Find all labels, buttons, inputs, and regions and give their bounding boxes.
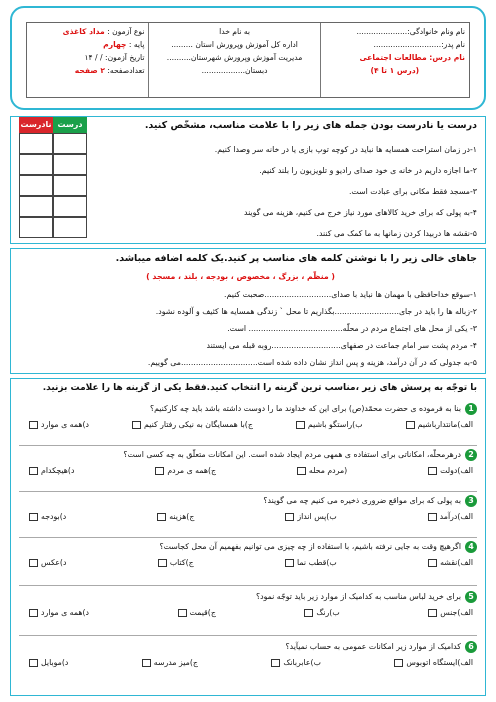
option-label: (مردم محله: [308, 466, 348, 475]
exam-date-value: / / ۱۴: [84, 53, 103, 62]
checkbox[interactable]: [29, 513, 38, 521]
answer-cell[interactable]: [53, 154, 87, 175]
school-name: دبستان..................: [201, 66, 268, 75]
exam-date-label: تاریخ آزمون:: [105, 53, 145, 62]
question-1: [19, 403, 477, 429]
header-table: [26, 22, 470, 98]
divider: [19, 537, 477, 538]
tf-item-4: ۴-به پولی که برای خرید کالاهای مورد نیاز خرج می کنیم، هزینه می گویند: [243, 208, 477, 217]
grade-label: پایه :: [128, 40, 145, 49]
grade-value: چهارم: [103, 40, 127, 49]
checkbox[interactable]: [29, 467, 38, 475]
father-name-field[interactable]: نام پدر:............................: [373, 40, 465, 49]
option-label: ب)عابربانک: [283, 658, 321, 667]
option-label: د)عکس: [41, 558, 67, 567]
answer-cell[interactable]: [53, 196, 87, 217]
option-b[interactable]: [285, 512, 336, 521]
checkbox[interactable]: [406, 421, 415, 429]
answer-cell[interactable]: [53, 217, 87, 238]
student-name-field[interactable]: نام ونام خانوادگی:.....................: [356, 27, 465, 36]
divider: [19, 445, 477, 446]
answer-cell[interactable]: [19, 196, 53, 217]
option-b[interactable]: [304, 608, 339, 617]
checkbox[interactable]: [29, 659, 38, 667]
option-a[interactable]: [406, 420, 473, 429]
checkbox[interactable]: [29, 559, 38, 567]
checkbox[interactable]: [428, 513, 437, 521]
option-c[interactable]: [157, 512, 194, 521]
question-text: کدامیک از موارد زیر امکانات عمومی به حساب نمیآید؟: [285, 642, 461, 651]
blank-item-5: ۵-به جدولی که در آن درآمد، هزینه و پس انداز نشان داده شده است...............................می گوییم.: [147, 358, 477, 367]
option-label: ب)رنگ: [316, 608, 340, 617]
option-c[interactable]: [158, 558, 194, 567]
checkbox[interactable]: [428, 609, 437, 617]
option-b[interactable]: [296, 420, 363, 429]
option-d[interactable]: [29, 658, 68, 667]
true-false-grid: [19, 117, 87, 238]
tf-item-1: ۱-در زمان استراحت همسایه ها نباید در کوچه توپ بازی یا در خانه سر وصدا کنیم.: [214, 145, 477, 154]
question-text: به پولی که برای مواقع ضروری ذخیره می کنیم چه می گویند؟: [263, 496, 461, 505]
divider: [19, 635, 477, 636]
option-label: د)موبایل: [41, 658, 69, 667]
fill-blank-title: جاهای خالی زیر را با نوشتن کلمه های مناسب پر کنید.یک کلمه اضافه میباشد.: [115, 253, 477, 264]
checkbox[interactable]: [394, 659, 403, 667]
answer-cell[interactable]: [19, 217, 53, 238]
question-2: [19, 449, 477, 475]
checkbox[interactable]: [29, 421, 38, 429]
option-a[interactable]: [428, 608, 473, 617]
option-d[interactable]: [29, 466, 74, 475]
school-info: [148, 23, 319, 97]
option-d[interactable]: [29, 558, 66, 567]
option-label: ج)کتاب: [169, 558, 194, 567]
checkbox[interactable]: [296, 421, 305, 429]
option-label: ب)قطب نما: [297, 558, 337, 567]
question-text: برای خرید لباس مناسب به کدامیک از موارد زیر باید توجّه نمود؟: [255, 592, 461, 601]
question-6: [19, 641, 477, 667]
checkbox[interactable]: [158, 559, 167, 567]
true-false-section: [10, 116, 486, 244]
multiple-choice-title: با توجّه به پرسش های زیر ،مناسب ترین گزینه را انتخاب کنید.فقط یکی از گزینه ها را علامت بزنید.: [42, 383, 477, 393]
option-label: د)هیچکدام: [41, 466, 75, 475]
blank-item-2: ۲-زباله ها را باید در جای..........................بگذاریم تا محل ` زندگی همسایه ها کثیف و آلوده نشود.: [155, 307, 477, 316]
option-label: ج)میز مدرسه: [153, 658, 198, 667]
question-5: [19, 591, 477, 617]
checkbox[interactable]: [428, 467, 437, 475]
tf-item-5: ۵-نقشه ها دربیدا کردن زمانها به ما کمک می کنند.: [316, 229, 477, 238]
option-label: الف)درآمد: [439, 512, 473, 521]
exam-page: [10, 6, 486, 696]
checkbox[interactable]: [155, 467, 164, 475]
option-label: ج)همه ی مردم: [167, 466, 217, 475]
option-label: الف)ایستگاه اتوبوس: [406, 658, 473, 667]
false-header: نادرست: [19, 117, 53, 133]
option-label: ج)هزینه: [169, 512, 195, 521]
option-label: ج)قیمت: [189, 608, 216, 617]
option-b[interactable]: [271, 658, 321, 667]
question-number: 5: [465, 591, 477, 603]
answer-cell[interactable]: [19, 154, 53, 175]
question-number: 4: [465, 541, 477, 553]
page-count-label: تعدادصفحه:: [107, 66, 145, 75]
true-false-title: درست یا نادرست بودن جمله های زیر را با علامت مناسب، مشخّص کنید.: [144, 120, 477, 131]
lesson-range: (درس ۱ تا ۴): [370, 66, 420, 75]
option-b[interactable]: [297, 466, 347, 475]
checkbox[interactable]: [271, 659, 280, 667]
answer-cell[interactable]: [53, 175, 87, 196]
true-header: درست: [53, 117, 87, 133]
checkbox[interactable]: [297, 467, 306, 475]
fill-blank-section: [10, 248, 486, 374]
page-count-value: ۲ صفحه: [74, 66, 105, 75]
blank-item-3: ۳- یکی از محل های اجتماع مردم در محلّه...................................... است.: [227, 324, 477, 333]
checkbox[interactable]: [157, 513, 166, 521]
option-d[interactable]: [29, 608, 89, 617]
option-c[interactable]: [178, 608, 216, 617]
exam-info: [27, 23, 148, 97]
question-text: اگرهیچ وقت به جایی نرفته باشیم، با استفاده از چه چیزی می توانیم بفهمیم آن محل کجاست؟: [159, 542, 461, 551]
option-a[interactable]: [428, 466, 473, 475]
checkbox[interactable]: [428, 559, 437, 567]
option-label: الف)جنس: [440, 608, 473, 617]
checkbox[interactable]: [304, 609, 313, 617]
option-label: ب)راستگو باشیم: [307, 420, 363, 429]
province-office: اداره کل آموزش وپرورش استان .........: [171, 40, 298, 49]
option-d[interactable]: [29, 420, 89, 429]
option-b[interactable]: [285, 558, 337, 567]
option-label: ج)با همسایگان به نیکی رفتار کنیم: [144, 420, 253, 429]
option-c[interactable]: [132, 420, 253, 429]
answer-cell[interactable]: [19, 175, 53, 196]
word-bank: ( منظّم ، بزرگ ، مخصوص ، بودجه ، بلند ، مسجد ): [146, 272, 335, 281]
option-label: ب)پس انداز: [297, 512, 337, 521]
tf-item-2: ۲-ما اجازه داریم در خانه ی خود صدای رادیو و تلویزیون را بلند کنیم.: [259, 166, 477, 175]
option-label: الف)نقشه: [440, 558, 473, 567]
header-frame: [10, 6, 486, 110]
option-label: الف)مانتدارباشیم: [417, 420, 473, 429]
question-text: درهرمحلّه، امکاناتی برای استفاده ی همهی مردم ایجاد شده است. این امکانات متعلّق به چه کسی است؟: [123, 450, 461, 459]
question-number: 3: [465, 495, 477, 507]
option-label: الف)دولت: [440, 466, 473, 475]
divider: [19, 585, 477, 586]
subject-name: نام درس: مطالعات اجتماعی: [359, 53, 465, 62]
option-a[interactable]: [394, 658, 473, 667]
answer-cell[interactable]: [53, 133, 87, 154]
blank-item-4: ۴- مردم پشت سر امام جماعت در صفهای............................روبه قبله می ایستند: [206, 341, 477, 350]
option-label: د)همه ی موارد: [41, 608, 89, 617]
exam-type-label: نوع آزمون :: [107, 27, 145, 36]
question-number: 1: [465, 403, 477, 415]
option-label: د)همه ی موارد: [41, 420, 89, 429]
option-a[interactable]: [428, 558, 473, 567]
checkbox[interactable]: [29, 609, 38, 617]
checkbox[interactable]: [132, 421, 141, 429]
student-info: [320, 23, 469, 97]
exam-type-value: مداد کاغذی: [62, 27, 105, 36]
option-c[interactable]: [142, 658, 198, 667]
checkbox[interactable]: [142, 659, 151, 667]
basmala: به نام خدا: [219, 27, 251, 36]
option-c[interactable]: [155, 466, 216, 475]
option-a[interactable]: [428, 512, 473, 521]
question-number: 2: [465, 449, 477, 461]
question-number: 6: [465, 641, 477, 653]
checkbox[interactable]: [285, 559, 294, 567]
divider: [19, 491, 477, 492]
answer-cell[interactable]: [19, 133, 53, 154]
tf-item-3: ۳-مسجد فقط مکانی برای عبادت است.: [348, 187, 477, 196]
blank-item-1: ۱-سوقع خداحافظی با مهمان ها نباید با صدای...........................صحبت کنیم.: [224, 290, 477, 299]
multiple-choice-section: [10, 378, 486, 696]
checkbox[interactable]: [178, 609, 187, 617]
question-text: بنا به فرموده ی حضرت محمّد(ص) برای این که خداوند ما را دوست داشته باشد باید چه کارکنیم؟: [149, 404, 461, 413]
city-office: مدیریت آموزش وپرورش شهرستان..........: [166, 53, 303, 62]
option-label: د)بودجه: [41, 512, 67, 521]
question-3: [19, 495, 477, 521]
question-4: [19, 541, 477, 567]
checkbox[interactable]: [285, 513, 294, 521]
option-d[interactable]: [29, 512, 66, 521]
